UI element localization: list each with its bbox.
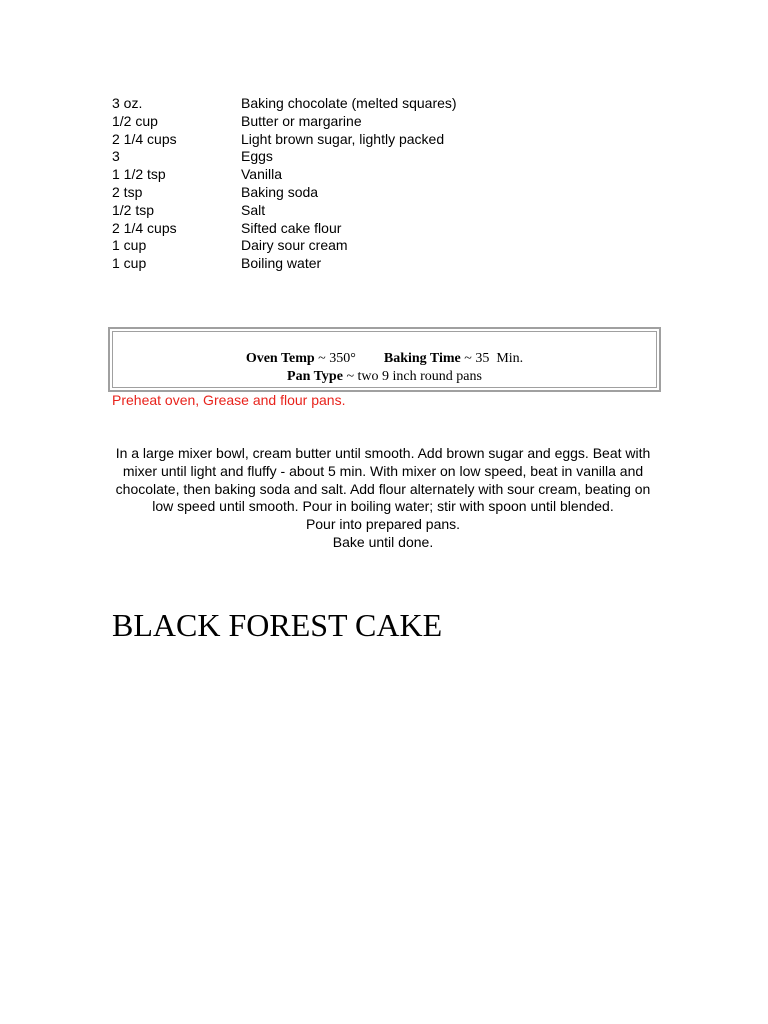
oven-temp-label: Oven Temp <box>245 351 315 366</box>
ingredient-name: Baking soda <box>241 183 319 200</box>
ingredient-name: Light brown sugar, lightly packed <box>241 130 445 147</box>
instructions-main: In a large mixer bowl, cream butter until smooth. Add brown sugar and eggs. Beat with mixer until light and fluffy - about 5 min. With mixer on low speed, beat in vanilla and chocolate, then baking soda and salt. Add flour alternately with sour cream, beating on low speed until smooth. Pour in boiling water; stir with spoon until blended. <box>115 445 651 515</box>
ingredient-quantity: 3 <box>112 148 120 165</box>
ingredient-row <box>112 184 672 202</box>
instructions-bake: Bake until done. <box>332 533 434 550</box>
ingredient-name: Sifted cake flour <box>241 219 342 236</box>
ingredient-name: Boiling water <box>241 255 322 272</box>
ingredient-quantity: 1/2 cup <box>112 112 158 129</box>
ingredient-name: Eggs <box>241 148 273 165</box>
ingredient-name: Baking chocolate (melted squares) <box>241 95 457 111</box>
ingredient-row <box>112 255 672 273</box>
baking-time-value: ~ 35 Min. <box>460 351 524 366</box>
instructions-pour: Pour into prepared pans. <box>305 516 461 533</box>
oven-temp-value: ~ 350° <box>314 351 356 366</box>
ingredient-quantity: 1 cup <box>112 255 147 272</box>
ingredient-quantity: 2 tsp <box>112 183 143 200</box>
ingredient-row <box>112 113 672 131</box>
pan-type-value: ~ two 9 inch round pans <box>342 369 482 384</box>
baking-info-content <box>112 331 657 388</box>
ingredient-row <box>112 220 672 238</box>
ingredient-quantity: 1 1/2 tsp <box>112 166 166 183</box>
oven-temp-line <box>113 350 656 368</box>
ingredient-quantity: 1 cup <box>112 237 147 254</box>
pan-type-label: Pan Type <box>287 369 343 384</box>
ingredient-name: Vanilla <box>241 166 282 183</box>
ingredient-name: Butter or margarine <box>241 112 362 129</box>
ingredient-name: Salt <box>241 201 266 218</box>
ingredient-quantity: 2 1/4 cups <box>112 219 177 236</box>
instructions <box>112 445 654 552</box>
next-recipe-title: BLACK FOREST CAKE <box>112 607 443 643</box>
ingredient-row <box>112 166 672 184</box>
ingredient-row <box>112 95 672 113</box>
baking-time-label: Baking Time <box>383 351 461 366</box>
ingredient-quantity: 1/2 tsp <box>112 201 155 218</box>
ingredient-row <box>112 148 672 166</box>
ingredient-name: Dairy sour cream <box>241 237 348 254</box>
pan-type-line <box>113 368 656 386</box>
ingredient-row <box>112 202 672 220</box>
ingredient-row <box>112 237 672 255</box>
ingredient-row <box>112 131 672 149</box>
baking-info-box <box>108 327 661 392</box>
ingredient-quantity: 2 1/4 cups <box>112 130 177 147</box>
preheat-note: Preheat oven, Grease and flour pans. <box>112 392 346 408</box>
ingredient-list <box>112 95 672 273</box>
ingredient-quantity: 3 oz. <box>112 95 143 111</box>
